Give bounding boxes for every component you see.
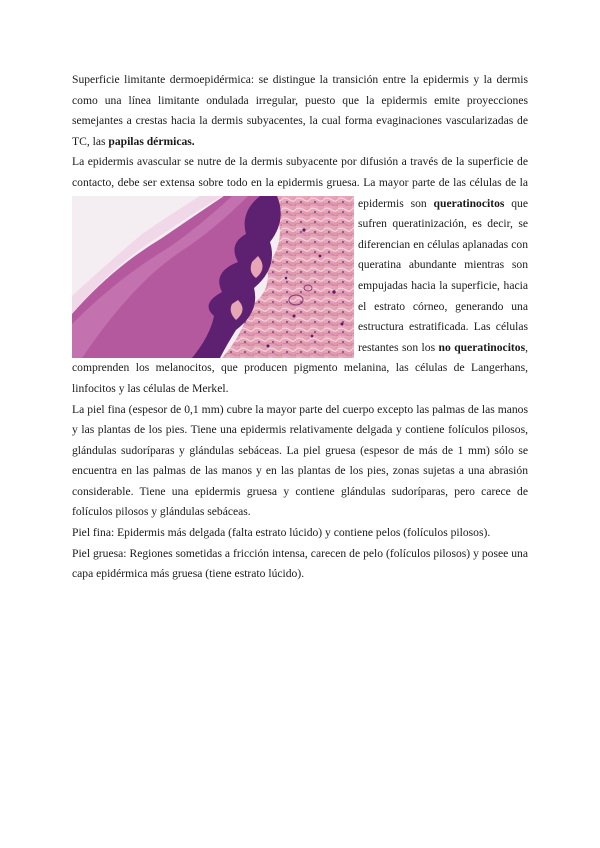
paragraph-text: , comprenden los melanocitos, que producen pigmento melanina, las células de Langerhans, linfocitos y las células de Merkel. bbox=[72, 340, 528, 395]
skin-histology-image bbox=[72, 196, 354, 358]
document-page bbox=[72, 70, 528, 585]
paragraph-text: Superficie limitante dermoepidérmica: se distingue la transición entre la epidermis y la dermis como una línea limitante ondulada irregular, puesto que la epidermis emite proyecciones semejantes a crestas hacia la dermis subyacentes, la cual forma evaginaciones vascularizadas de TC, las bbox=[72, 73, 528, 148]
bold-term-queratinocitos: queratinocitos bbox=[433, 196, 505, 210]
histology-micrograph bbox=[72, 196, 354, 358]
bold-term-no-queratinocitos: no queratinocitos bbox=[438, 340, 526, 354]
paragraph-piel-fina-definition: Piel fina: Epidermis más delgada (falta estrato lúcido) y contiene pelos (folículos pilosos). bbox=[72, 526, 491, 540]
paragraph-piel-gruesa-definition: Piel gruesa: Regiones sometidas a fricción intensa, carecen de pelo (folículos pilosos) y posee una capa epidérmica más gruesa (tiene estrato lúcido). bbox=[72, 546, 528, 581]
paragraph-text: que sufren queratinización, es decir, se diferencian en células aplanadas con queratina abundante mientras son empujadas hacia la superficie, hacia el estrato córneo, generando una estructura estratificada. Las células restantes son los bbox=[358, 196, 529, 354]
paragraph-text: La epidermis avascular se nutre de la dermis subyacente por difusión a través de la superficie de contacto, debe ser extensa sobre todo en la epidermis gruesa. La mayor parte de las células de la epidermis son bbox=[72, 155, 528, 210]
paragraph-epidermis bbox=[72, 152, 528, 399]
bold-term-papilas-dermicas: papilas dérmicas. bbox=[108, 134, 195, 148]
paragraph-dermoepidermal-junction bbox=[72, 70, 528, 152]
paragraph-piel-fina-gruesa: La piel fina (espesor de 0,1 mm) cubre la mayor parte del cuerpo excepto las palmas de las manos y las plantas de los pies. Tiene una epidermis relativamente delgada y contiene folículos pilosos, glándulas sudoríparas y glándulas sebáceas. La piel gruesa (espesor de más de 1 mm) sólo se encuentra en las palmas de las manos y en las plantas de los pies, zonas sujetas a una abrasión considerable. Tiene una epidermis gruesa y contiene glándulas sudoríparas, pero carece de folículos pilosos y glándulas sebáceas. bbox=[72, 402, 528, 519]
